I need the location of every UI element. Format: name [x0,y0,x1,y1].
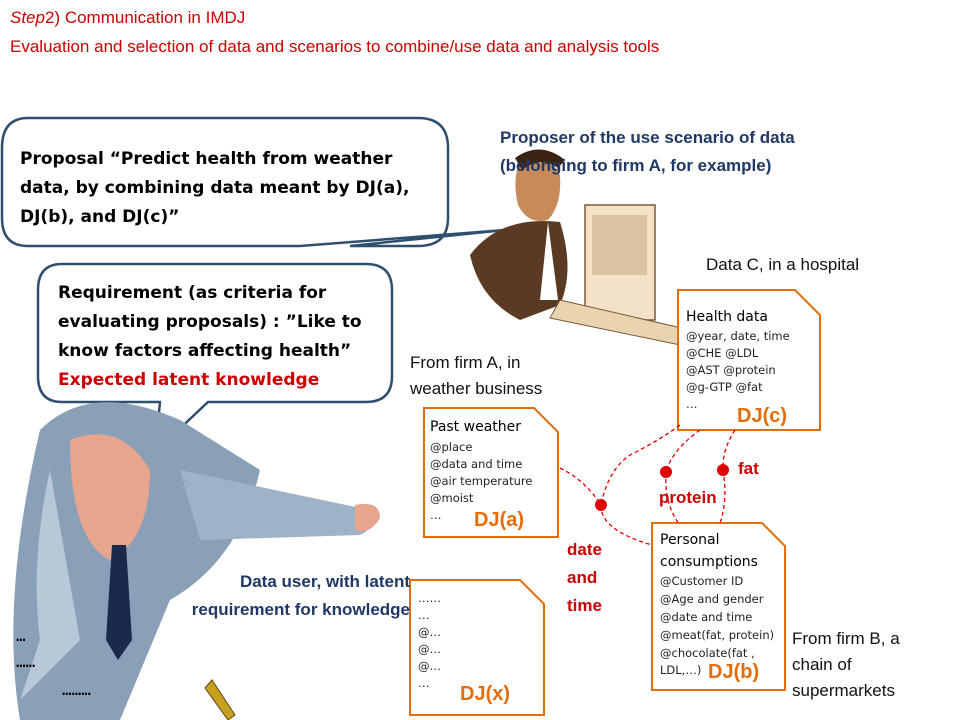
dj-a-item: @moist [430,491,474,505]
dj-a-item: … [430,508,442,522]
requirement-text [58,279,388,395]
step-title: 2) Communication in IMDJ [44,8,246,27]
proposer-caption-line: Proposer of the use scenario of data [500,128,795,147]
left-dots-1: … [16,626,26,645]
dj-b-item: LDL,…) [660,663,702,677]
dj-c-item: @g-GTP @fat [686,380,763,394]
dj-c-item: … [686,397,698,411]
left-dots-3: ……… [62,680,91,699]
dj-b-caption-line: chain of [792,655,852,674]
dj-a-label: DJ(a) [474,509,525,531]
dj-b-caption-line: From firm B, a [792,629,900,648]
dj-a-item: @air temperature [430,474,533,488]
proposal-line: Proposal “Predict health from weather [20,149,393,169]
slide-subtitle: Evaluation and selection of data and scenarios to combine/use data and analysis tools [10,37,660,56]
dj-a-caption [410,350,542,402]
proposal-line: data, by combining data meant by DJ(a), [20,178,410,198]
link-label-date-time-line: and [567,568,598,587]
data-user-caption [130,568,410,624]
dj-c-title: Health data [686,309,768,325]
requirement-line: Requirement (as criteria for [58,283,327,303]
link-label-date-time-line: date [567,540,602,559]
dj-x-item: …… [418,591,441,605]
dj-b-item: @Age and gender [660,592,764,606]
dj-b-item: @date and time [660,610,753,624]
link-node-fat [717,464,729,476]
requirement-line: know factors affecting health” [58,341,352,361]
dj-x-item: @… [418,659,441,673]
dj-b-title-2: consumptions [660,554,758,570]
dj-c-item: @CHE @LDL [686,346,759,360]
link-label-date-time [567,536,602,620]
left-dots-2: …… [16,652,36,671]
dj-x-item: @… [418,625,441,639]
dj-a-title: Past weather [430,419,521,435]
proposal-text [20,145,440,232]
requirement-line: evaluating proposals) : ”Like to [58,312,362,332]
dj-b-label: DJ(b) [708,661,760,683]
proposal-line: DJ(b), and DJ(c)” [20,207,180,227]
dj-c-caption: Data C, in a hospital [706,255,860,274]
dj-c-label: DJ(c) [737,405,788,427]
dj-a-caption-line: weather business [410,379,543,398]
link-node-protein [660,466,672,478]
dj-b-item: @Customer ID [660,574,744,588]
dj-b-item: @chocolate(fat , [660,646,755,660]
dj-a-item: @place [430,440,473,454]
link-label-fat: fat [738,459,759,478]
dj-b-caption-line: supermarkets [792,681,895,700]
dj-a-caption-line: From firm A, in [410,353,521,372]
dj-c-item: @AST @protein [686,363,776,377]
pencil-icon [205,680,235,720]
dj-x-label: DJ(x) [460,683,511,705]
step-word: Step [10,8,45,27]
dj-b-title-1: Personal [660,532,720,548]
dj-x-item: … [418,676,430,690]
dj-b-item: @meat(fat, protein) [660,628,775,642]
link-label-date-time-line: time [567,596,602,615]
proposer-caption-line: (belonging to firm A, for example) [500,156,772,175]
dj-b-caption [792,626,900,704]
data-user-caption-line: requirement for knowledge [191,600,410,619]
dj-c-item: @year, date, time [686,329,790,343]
link-label-protein: protein [659,488,717,507]
dj-x-item: … [418,608,430,622]
link-node-date-time [595,499,607,511]
expected-latent-knowledge: Expected latent knowledge [58,370,320,390]
data-user-caption-line: Data user, with latent [239,572,410,591]
data-user-figure [13,402,380,720]
proposer-caption [500,124,900,180]
dj-x-item: @… [418,642,441,656]
dj-a-item: @data and time [430,457,523,471]
